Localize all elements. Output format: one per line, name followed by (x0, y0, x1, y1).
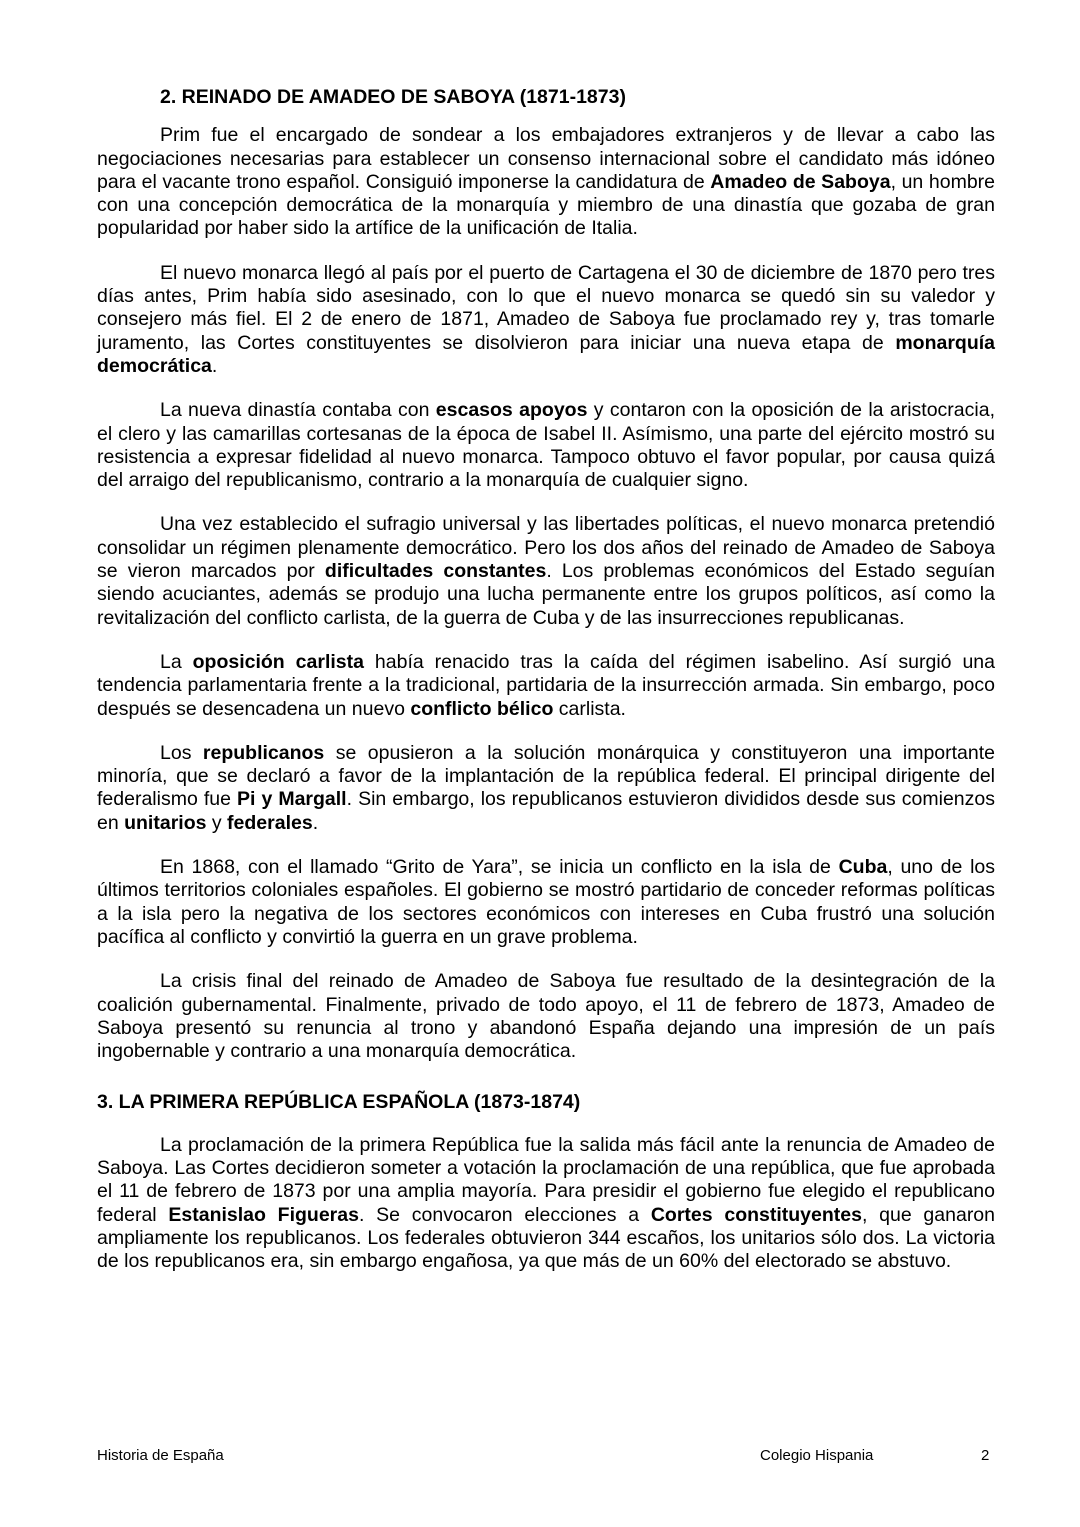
paragraph (97, 262, 995, 378)
paragraph (97, 970, 995, 1063)
paragraph (97, 856, 995, 949)
document-body (97, 86, 995, 1294)
footer-course-title: Historia de España (97, 1447, 224, 1464)
text-run: Una vez establecido el sufragio universal y las libertades políticas, el nuevo monarca pretendió consolidar un régimen plenamente democrático. Pero los dos años del reinado de Amadeo de Saboya se vieron marcados por (97, 513, 995, 583)
bold-text-run: monarquía democrática (97, 331, 995, 377)
text-run: En 1868, con el llamado “Grito de Yara”, se inicia un conflicto en la isla de (160, 856, 839, 879)
text-run: , que ganaron ampliamente los republicanos. Los federales obtuvieron 344 escaños, los unitarios sólo dos. La victoria de los republicanos era, sin embargo engañosa, ya que más de un 60% del electorado se abstuvo. (97, 1203, 995, 1273)
paragraph (97, 1134, 995, 1274)
paragraph (97, 742, 995, 835)
paragraph (97, 399, 995, 492)
bold-text-run: escasos apoyos (435, 399, 588, 422)
text-run: . Se convocaron elecciones a (358, 1203, 651, 1226)
text-run: Prim fue el encargado de sondear a los embajadores extranjeros y de llevar a cabo las negociaciones necesarias para establecer un consenso internacional sobre el candidato más idóneo para el vacante trono español. Consiguió imponerse la candidatura de (97, 124, 995, 193)
page-footer (0, 1446, 1080, 1470)
bold-text-run: Amadeo de Saboya (710, 170, 891, 193)
text-run: y (206, 811, 228, 834)
text-run: carlista. (553, 697, 626, 720)
bold-text-run: republicanos (202, 741, 325, 764)
text-run: El nuevo monarca llegó al país por el puerto de Cartagena el 30 de diciembre de 1870 pero tres días antes, Prim había sido asesinado, con lo que el nuevo monarca se quedó sin su valedor y consejero más fiel. El 2 de enero de 1871, Amadeo de Saboya fue proclamado rey y, tras tomarle juramento, las Cortes constituyentes se disolvieron para iniciar una nueva etapa de (97, 261, 995, 354)
paragraph (97, 513, 995, 629)
text-run: La nueva dinastía contaba con (160, 399, 436, 422)
bold-text-run: Estanislao Figueras (168, 1203, 359, 1226)
bold-text-run: conflicto bélico (410, 697, 554, 720)
text-run: Los (160, 741, 203, 764)
text-run: . Los problemas económicos del Estado seguían siendo acuciantes, además se produjo una lucha permanente entre los grupos políticos, así como la revitalización del conflicto carlista, de la guerra de Cuba y de las insurrecciones republicanas. (97, 560, 995, 629)
paragraph (97, 124, 995, 240)
section-heading: 3. LA PRIMERA REPÚBLICA ESPAÑOLA (1873-1874) (97, 1091, 581, 1114)
bold-text-run: federales (227, 811, 313, 834)
paragraph (97, 651, 995, 721)
bold-text-run: oposición carlista (192, 650, 364, 673)
text-run: , un hombre con una concepción democrática de la monarquía y miembro de una dinastía que gozaba de gran popularidad por haber sido la artífice de la unificación de Italia. (97, 170, 996, 240)
text-run: había renacido tras la caída del régimen isabelino. Así surgió una tendencia parlamentaria frente a la tradicional, partidaria de la insurrección armada. Sin embargo, poco después se desencadena un nuevo (97, 650, 995, 720)
text-run: , uno de los últimos territorios coloniales españoles. El gobierno se mostró partidario de conceder reformas políticas a la isla pero la negativa de los sectores económicos con intereses en Cuba frustró una solución pacífica al conflicto y convirtió la guerra en un grave problema. (97, 856, 995, 948)
footer-page-number: 2 (981, 1447, 990, 1464)
text-run: La proclamación de la primera República fue la salida más fácil ante la renuncia de Amadeo de Saboya. Las Cortes decidieron someter a votación la proclamación de una república, que fue aprobada el 11 de febrero de 1873 por una amplia mayoría. Para presidir el gobierno fue elegido el republicano federal (97, 1133, 995, 1226)
text-run: . (211, 354, 218, 377)
text-run: y contaron con la oposición de la aristocracia, el clero y las camarillas cortesanas de la época de Isabel II. Asímismo, una parte del ejército mostró su resistencia a expresar fidelidad al nuevo monarca. Tampoco obtuvo el favor popular, por causa quizá del arraigo del republicanismo, contrario a la monarquía de cualquier signo. (97, 399, 995, 492)
text-run: se opusieron a la solución monárquica y constituyeron una importante minoría, que se declaró a favor de la implantación de la república federal. El principal dirigente del federalismo fue (97, 741, 995, 811)
text-run: La (160, 650, 193, 673)
bold-text-run: dificultades constantes (324, 560, 547, 583)
text-run: . Sin embargo, los republicanos estuvieron divididos desde sus comienzos en (97, 788, 995, 834)
footer-school-name: Colegio Hispania (760, 1447, 874, 1464)
text-run: . (312, 811, 319, 834)
bold-text-run: Pi y Margall (236, 788, 347, 811)
bold-text-run: Cuba (838, 856, 888, 879)
bold-text-run: Cortes constituyentes (650, 1203, 862, 1226)
section-heading: 2. REINADO DE AMADEO DE SABOYA (1871-1873) (160, 86, 626, 108)
text-run: La crisis final del reinado de Amadeo de Saboya fue resultado de la desintegración de la coalición gubernamental. Finalmente, privado de todo apoyo, el 11 de febrero de 1873, Amadeo de Saboya presentó su renuncia al trono y abandonó España dejando una impresión de un país ingobernable y contrario a una monarquía democrática. (97, 970, 995, 1063)
bold-text-run: unitarios (124, 811, 207, 834)
